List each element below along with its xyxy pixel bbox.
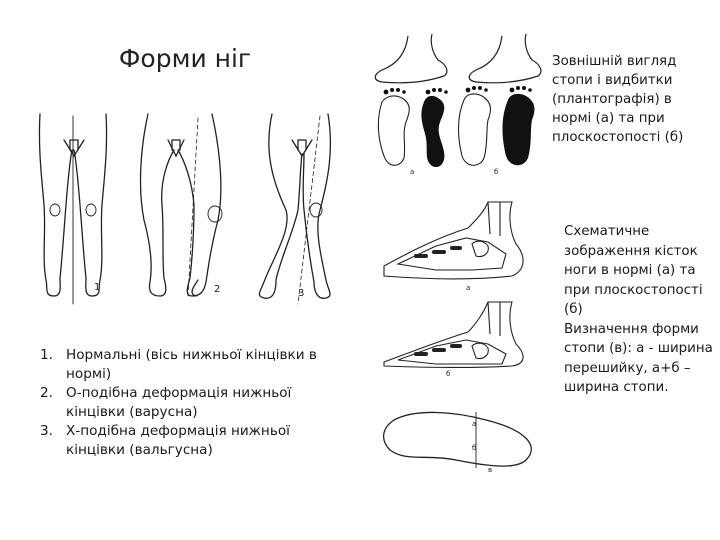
list-item: 1. Нормальні (вісь нижньої кінцівки в нормі) <box>40 347 317 382</box>
o-shaped-legs-figure <box>141 114 222 296</box>
outline-letter-a: а <box>472 420 477 428</box>
leg-figure-number-3: 3 <box>298 288 305 299</box>
leg-shapes-illustration <box>28 110 340 310</box>
page-title: Форми ніг <box>118 44 252 73</box>
normal-legs-figure <box>39 114 106 304</box>
footprint-normal-print <box>421 96 444 167</box>
leg-figure-number-1: 1 <box>94 282 101 293</box>
skeleton-letter-a: а <box>466 284 471 292</box>
footprint-flat-print <box>503 94 535 165</box>
skeleton-caption: Схематичне зображення кісток ноги в нормі (а) та при плоскостопості (б) <box>564 224 703 317</box>
foot-skeleton-illustration <box>376 198 556 378</box>
foot-shape-outline-illustration <box>376 390 546 474</box>
x-shaped-legs-figure <box>259 114 330 304</box>
leg-figure-number-2: 2 <box>214 284 221 295</box>
foot-shape-caption: Визначення форми стопи (в): а - ширина перешийку, а+б – ширина стопи. <box>564 321 713 395</box>
skeleton-caption-block <box>564 222 714 398</box>
feet-footprints-illustration <box>368 30 548 180</box>
feet-caption: Зовнішній вигляд стопи і видбитки (плантографія) в нормі (а) та при плоскостопості (б) <box>552 54 684 145</box>
list-item: 3. Х-подібна деформація нижньої кінцівки (вальгусна) <box>40 423 290 458</box>
footprint-normal-outline <box>378 96 409 165</box>
skeleton-letter-b: б <box>446 370 451 378</box>
figure-letter-b: б <box>494 168 499 176</box>
list-item: 2. О-подібна деформація нижньої кінцівки (варусна) <box>40 385 292 420</box>
outline-letter-b: б <box>472 444 477 452</box>
outline-letter-v: в <box>488 466 493 474</box>
leg-shapes-list <box>40 346 350 460</box>
footprint-flat-outline <box>459 94 491 165</box>
figure-letter-a: а <box>410 168 415 176</box>
